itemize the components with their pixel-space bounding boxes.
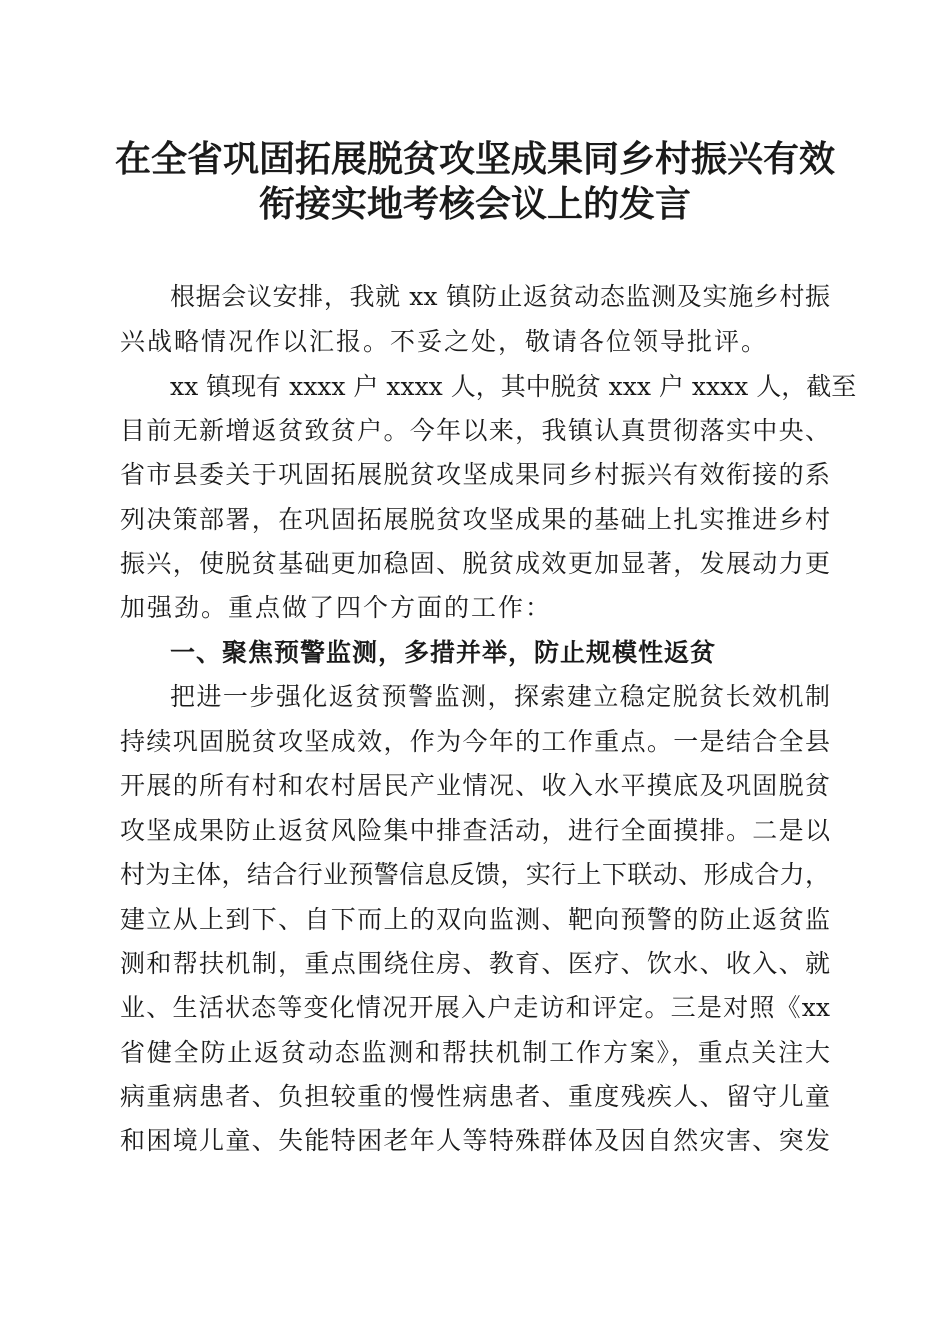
paragraph-1-line-2: 兴战略情况作以汇报。不妥之处，敬请各位领导批评。 <box>120 327 769 356</box>
document-title-line-2: 衔接实地考核会议上的发言 <box>258 183 691 225</box>
paragraph-3-line-4: 攻坚成果防止返贫风险集中排查活动，进行全面摸排。二是以 <box>120 816 830 845</box>
paragraph-2-line-6: 加强劲。重点做了四个方面的工作： <box>120 593 553 622</box>
paragraph-3-line-8: 业、生活状态等变化情况开展入户走访和评定。三是对照《xx <box>120 993 830 1022</box>
paragraph-2-line-2: 目前无新增返贫致贫户。今年以来，我镇认真贯彻落实中央、 <box>120 416 830 445</box>
paragraph-2-line-5: 振兴，使脱贫基础更加稳固、脱贫成效更加显著，发展动力更 <box>120 549 830 578</box>
paragraph-3-line-2: 持续巩固脱贫攻坚成效，作为今年的工作重点。一是结合全县 <box>120 727 830 756</box>
paragraph-2-line-1: xx 镇现有 xxxx 户 xxxx 人，其中脱贫 xxx 户 xxxx 人，截至 <box>170 372 857 401</box>
document-title-line-1: 在全省巩固拓展脱贫攻坚成果同乡村振兴有效 <box>114 138 835 180</box>
paragraph-3-line-9: 省健全防止返贫动态监测和帮扶机制工作方案》，重点关注大 <box>120 1038 830 1067</box>
paragraph-3-line-11: 和困境儿童、失能特困老年人等特殊群体及因自然灾害、突发 <box>120 1126 830 1155</box>
paragraph-3-line-5: 村为主体，结合行业预警信息反馈，实行上下联动、形成合力， <box>120 860 830 889</box>
paragraph-3-line-1: 把进一步强化返贫预警监测，探索建立稳定脱贫长效机制 <box>170 682 830 711</box>
paragraph-3-line-7: 测和帮扶机制，重点围绕住房、教育、医疗、饮水、收入、就 <box>120 949 830 978</box>
paragraph-3-line-3: 开展的所有村和农村居民产业情况、收入水平摸底及巩固脱贫 <box>120 771 830 800</box>
paragraph-1-line-1: 根据会议安排，我就 xx 镇防止返贫动态监测及实施乡村振 <box>170 282 830 311</box>
paragraph-2-line-3: 省市县委关于巩固拓展脱贫攻坚成果同乡村振兴有效衔接的系 <box>120 460 830 489</box>
paragraph-3-line-6: 建立从上到下、自下而上的双向监测、靶向预警的防止返贫监 <box>120 905 830 934</box>
paragraph-3-line-10: 病重病患者、负担较重的慢性病患者、重度残疾人、留守儿童 <box>120 1082 830 1111</box>
paragraph-2-line-4: 列决策部署，在巩固拓展脱贫攻坚成果的基础上扎实推进乡村 <box>120 505 830 534</box>
section-heading-1: 一、聚焦预警监测，多措并举，防止规模性返贫 <box>170 638 717 667</box>
